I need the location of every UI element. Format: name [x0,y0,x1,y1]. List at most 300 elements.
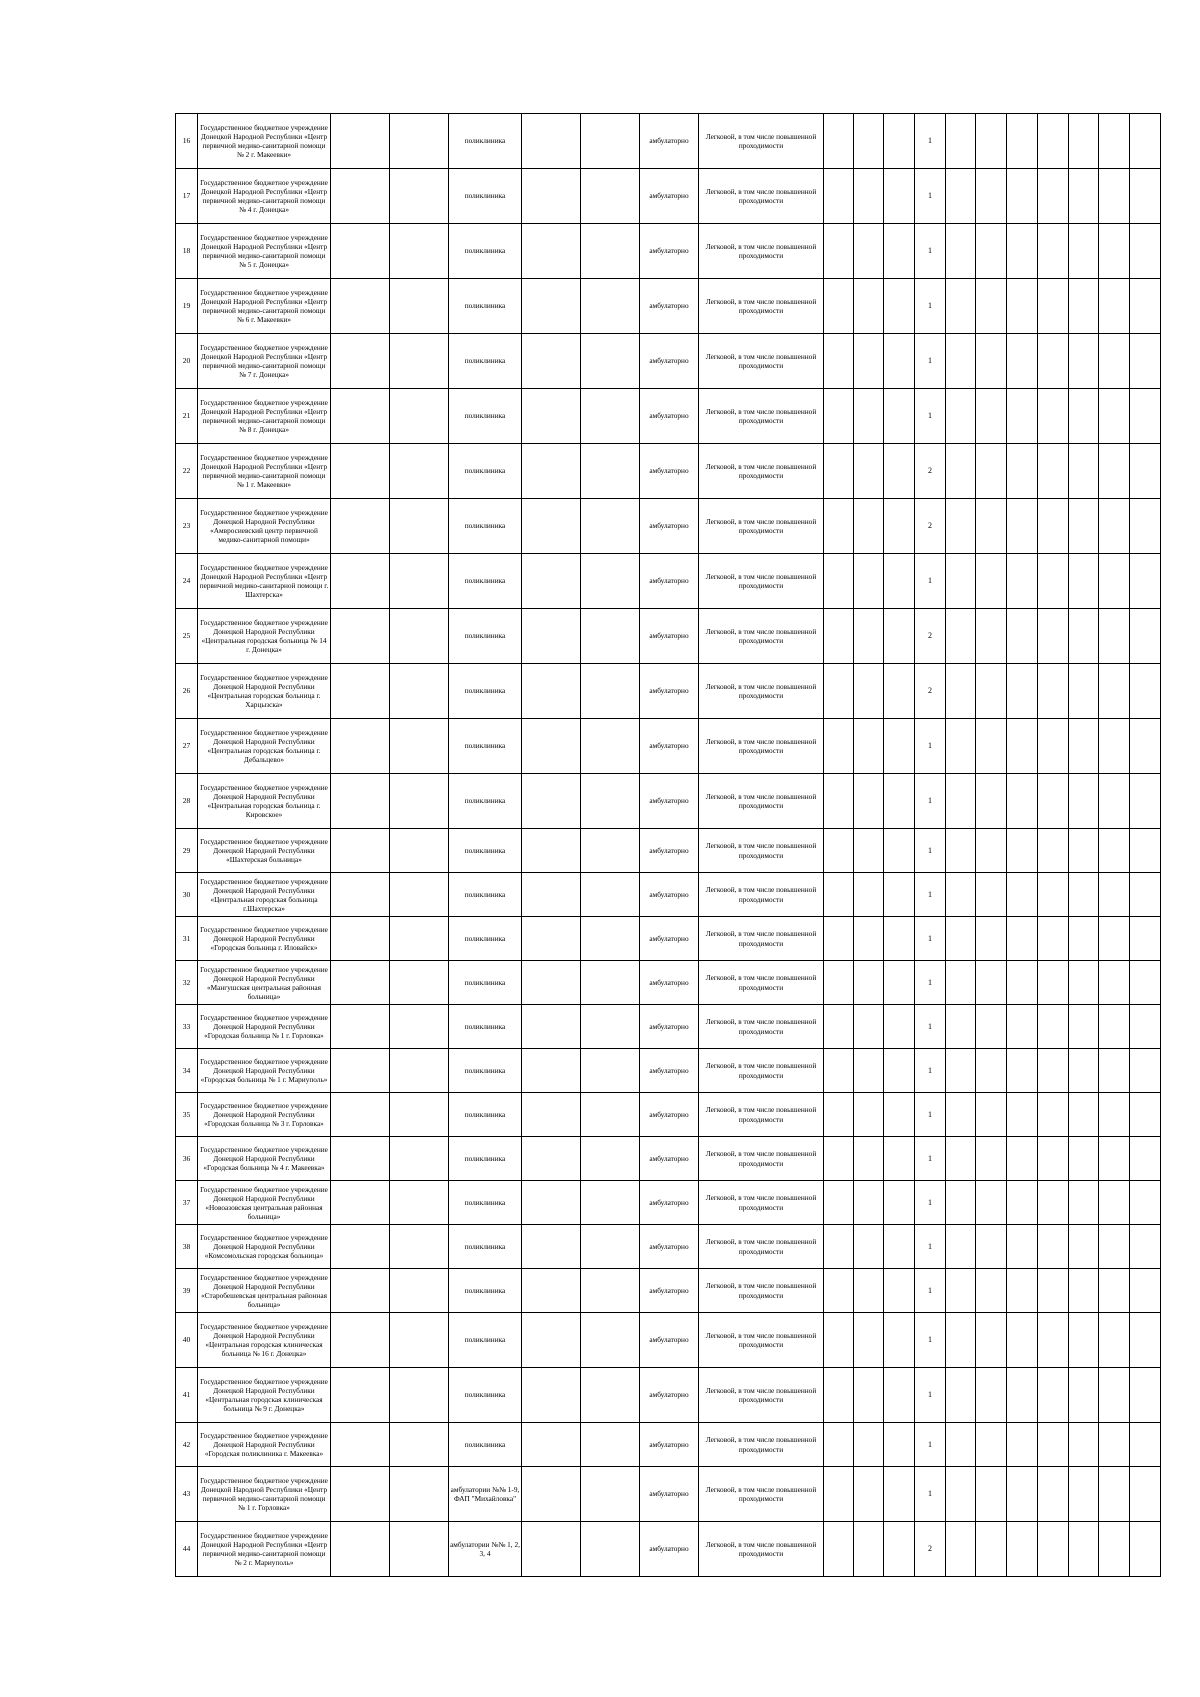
empty-cell [976,719,1007,774]
vehicle-quantity: 1 [915,829,946,873]
vehicle-quantity: 1 [915,774,946,829]
empty-cell [976,1467,1007,1522]
empty-cell [390,1467,449,1522]
table-row [176,444,1161,499]
empty-cell [854,1522,884,1577]
empty-cell [331,1005,390,1049]
care-form: амбулаторно [640,334,699,389]
facility-type: поликлиника [449,554,522,609]
empty-cell [1130,1181,1161,1225]
empty-cell [946,1467,976,1522]
empty-cell [331,664,390,719]
empty-cell [1099,499,1130,554]
vehicle-type: Легковой, в том числе повышенной проходимости [699,1181,824,1225]
empty-cell [522,499,581,554]
empty-cell [1069,609,1099,664]
empty-cell [854,499,884,554]
empty-cell [1069,1522,1099,1577]
empty-cell [522,224,581,279]
vehicle-quantity: 2 [915,499,946,554]
row-number: 32 [176,961,198,1005]
empty-cell [854,961,884,1005]
empty-cell [1007,1467,1038,1522]
empty-cell [976,961,1007,1005]
empty-cell [824,1049,854,1093]
vehicle-quantity: 1 [915,1093,946,1137]
empty-cell [1069,1269,1099,1313]
vehicle-type: Легковой, в том числе повышенной проходимости [699,664,824,719]
facility-type: поликлиника [449,873,522,917]
empty-cell [884,1423,915,1467]
row-number: 18 [176,224,198,279]
vehicle-type: Легковой, в том числе повышенной проходимости [699,1225,824,1269]
empty-cell [390,444,449,499]
empty-cell [1069,1093,1099,1137]
empty-cell [1038,774,1069,829]
empty-cell [1007,1368,1038,1423]
organization-name: Государственное бюджетное учреждение Донецкой Народной Республики «Центр первичной медико-санитарной помощи № 7 г. Донецка» [198,334,331,389]
row-number: 42 [176,1423,198,1467]
empty-cell [1099,1181,1130,1225]
empty-cell [854,664,884,719]
empty-cell [1007,774,1038,829]
vehicle-type: Легковой, в том числе повышенной проходимости [699,554,824,609]
organization-name: Государственное бюджетное учреждение Донецкой Народной Республики «Городская больница № 1 г. Мариуполь» [198,1049,331,1093]
empty-cell [1007,1005,1038,1049]
empty-cell [331,389,390,444]
empty-cell [522,774,581,829]
organization-name: Государственное бюджетное учреждение Донецкой Народной Республики «Старобешевская центральная районная больница» [198,1269,331,1313]
empty-cell [390,774,449,829]
empty-cell [390,1269,449,1313]
vehicle-type: Легковой, в том числе повышенной проходимости [699,829,824,873]
care-form: амбулаторно [640,664,699,719]
empty-cell [331,873,390,917]
empty-cell [1038,961,1069,1005]
empty-cell [946,279,976,334]
empty-cell [1130,961,1161,1005]
table-row [176,1313,1161,1368]
empty-cell [331,444,390,499]
empty-cell [1069,499,1099,554]
organization-name: Государственное бюджетное учреждение Донецкой Народной Республики «Комсомольская городская больница» [198,1225,331,1269]
organization-name: Государственное бюджетное учреждение Донецкой Народной Республики «Центральная городская больница г.Шахтерска» [198,873,331,917]
empty-cell [581,334,640,389]
vehicle-quantity: 1 [915,114,946,169]
row-number: 44 [176,1522,198,1577]
vehicle-type: Легковой, в том числе повышенной проходимости [699,499,824,554]
empty-cell [390,1225,449,1269]
empty-cell [1099,444,1130,499]
empty-cell [884,1313,915,1368]
empty-cell [854,444,884,499]
empty-cell [331,169,390,224]
empty-cell [946,774,976,829]
empty-cell [1099,334,1130,389]
facility-type: поликлиника [449,279,522,334]
empty-cell [824,1137,854,1181]
empty-cell [1007,1093,1038,1137]
empty-cell [884,1049,915,1093]
facility-type: поликлиника [449,114,522,169]
empty-cell [884,499,915,554]
empty-cell [946,1049,976,1093]
empty-cell [581,609,640,664]
empty-cell [854,873,884,917]
empty-cell [1130,1225,1161,1269]
empty-cell [522,1368,581,1423]
empty-cell [1007,719,1038,774]
empty-cell [1007,609,1038,664]
empty-cell [1007,334,1038,389]
care-form: амбулаторно [640,279,699,334]
empty-cell [946,1522,976,1577]
row-number: 29 [176,829,198,873]
empty-cell [946,1093,976,1137]
empty-cell [522,609,581,664]
empty-cell [1099,609,1130,664]
empty-cell [884,169,915,224]
care-form: амбулаторно [640,444,699,499]
empty-cell [390,279,449,334]
empty-cell [581,554,640,609]
empty-cell [1038,554,1069,609]
empty-cell [1130,114,1161,169]
empty-cell [824,719,854,774]
vehicle-type: Легковой, в том числе повышенной проходимости [699,1093,824,1137]
vehicle-quantity: 1 [915,169,946,224]
empty-cell [331,1522,390,1577]
empty-cell [1099,554,1130,609]
facility-type: поликлиника [449,719,522,774]
empty-cell [1099,169,1130,224]
vehicle-type: Легковой, в том числе повышенной проходимости [699,961,824,1005]
empty-cell [946,169,976,224]
empty-cell [1130,873,1161,917]
empty-cell [976,664,1007,719]
empty-cell [1038,609,1069,664]
empty-cell [331,609,390,664]
empty-cell [390,664,449,719]
empty-cell [390,1049,449,1093]
vehicle-quantity: 1 [915,1005,946,1049]
care-form: амбулаторно [640,829,699,873]
empty-cell [390,114,449,169]
vehicle-type: Легковой, в том числе повышенной проходимости [699,334,824,389]
empty-cell [1099,1049,1130,1093]
empty-cell [946,609,976,664]
empty-cell [1099,1137,1130,1181]
row-number: 41 [176,1368,198,1423]
empty-cell [824,1269,854,1313]
empty-cell [976,554,1007,609]
empty-cell [1038,1522,1069,1577]
empty-cell [854,1368,884,1423]
empty-cell [946,917,976,961]
table-row [176,774,1161,829]
vehicle-quantity: 1 [915,224,946,279]
vehicle-type: Легковой, в том числе повышенной проходимости [699,609,824,664]
empty-cell [854,719,884,774]
table-body [176,114,1161,1577]
vehicle-type: Легковой, в том числе повышенной проходимости [699,389,824,444]
vehicle-type: Легковой, в том числе повышенной проходимости [699,1522,824,1577]
empty-cell [1038,1313,1069,1368]
empty-cell [522,389,581,444]
facility-type: поликлиника [449,1269,522,1313]
empty-cell [854,829,884,873]
empty-cell [824,1225,854,1269]
empty-cell [1130,1005,1161,1049]
empty-cell [522,1049,581,1093]
empty-cell [1069,279,1099,334]
empty-cell [884,224,915,279]
vehicle-quantity: 1 [915,1225,946,1269]
vehicle-quantity: 2 [915,664,946,719]
empty-cell [1130,224,1161,279]
empty-cell [824,1467,854,1522]
empty-cell [976,1313,1007,1368]
empty-cell [976,1225,1007,1269]
organization-name: Государственное бюджетное учреждение Донецкой Народной Республики «Шахтерская больница» [198,829,331,873]
vehicle-type: Легковой, в том числе повышенной проходимости [699,444,824,499]
empty-cell [581,224,640,279]
empty-cell [1130,774,1161,829]
empty-cell [854,774,884,829]
empty-cell [390,719,449,774]
empty-cell [331,774,390,829]
care-form: амбулаторно [640,389,699,444]
organization-name: Государственное бюджетное учреждение Донецкой Народной Республики «Центральная городская больница г. Кировское» [198,774,331,829]
empty-cell [884,444,915,499]
empty-cell [522,719,581,774]
empty-cell [1130,1313,1161,1368]
empty-cell [522,1093,581,1137]
empty-cell [331,829,390,873]
empty-cell [522,114,581,169]
empty-cell [1099,1225,1130,1269]
empty-cell [1069,1137,1099,1181]
care-form: амбулаторно [640,961,699,1005]
table-row [176,873,1161,917]
empty-cell [1130,1137,1161,1181]
empty-cell [1130,1269,1161,1313]
empty-cell [976,334,1007,389]
empty-cell [1038,389,1069,444]
empty-cell [884,961,915,1005]
empty-cell [331,1423,390,1467]
row-number: 21 [176,389,198,444]
empty-cell [884,1522,915,1577]
vehicle-quantity: 1 [915,1313,946,1368]
empty-cell [1130,609,1161,664]
empty-cell [522,961,581,1005]
row-number: 37 [176,1181,198,1225]
empty-cell [946,1313,976,1368]
empty-cell [1099,1005,1130,1049]
empty-cell [976,1269,1007,1313]
empty-cell [1038,224,1069,279]
empty-cell [824,334,854,389]
empty-cell [1007,829,1038,873]
empty-cell [1038,1137,1069,1181]
empty-cell [1038,279,1069,334]
table-row [176,961,1161,1005]
vehicle-quantity: 1 [915,1181,946,1225]
vehicle-type: Легковой, в том числе повышенной проходимости [699,774,824,829]
empty-cell [976,1522,1007,1577]
empty-cell [390,334,449,389]
care-form: амбулаторно [640,609,699,664]
empty-cell [946,1005,976,1049]
empty-cell [331,1137,390,1181]
empty-cell [390,961,449,1005]
empty-cell [976,1005,1007,1049]
empty-cell [1069,1467,1099,1522]
empty-cell [1038,1005,1069,1049]
empty-cell [976,1368,1007,1423]
empty-cell [976,499,1007,554]
table-row [176,1522,1161,1577]
care-form: амбулаторно [640,1368,699,1423]
table-row [176,1049,1161,1093]
organization-name: Государственное бюджетное учреждение Донецкой Народной Республики «Центральная городская больница г. Харцызска» [198,664,331,719]
empty-cell [1099,829,1130,873]
table-row [176,1423,1161,1467]
empty-cell [976,774,1007,829]
empty-cell [331,1225,390,1269]
empty-cell [884,917,915,961]
empty-cell [824,917,854,961]
empty-cell [1007,389,1038,444]
empty-cell [854,1225,884,1269]
empty-cell [581,1225,640,1269]
empty-cell [884,1005,915,1049]
vehicle-quantity: 1 [915,1137,946,1181]
empty-cell [581,499,640,554]
empty-cell [1130,1093,1161,1137]
table-row [176,1005,1161,1049]
empty-cell [1069,1049,1099,1093]
empty-cell [946,224,976,279]
empty-cell [884,554,915,609]
empty-cell [1130,917,1161,961]
empty-cell [581,114,640,169]
empty-cell [390,1093,449,1137]
empty-cell [1099,279,1130,334]
empty-cell [581,1049,640,1093]
table-row [176,1181,1161,1225]
empty-cell [1099,873,1130,917]
empty-cell [976,1137,1007,1181]
table-row [176,554,1161,609]
empty-cell [1069,1181,1099,1225]
empty-cell [824,961,854,1005]
empty-cell [331,1181,390,1225]
empty-cell [1099,774,1130,829]
empty-cell [522,664,581,719]
empty-cell [976,444,1007,499]
row-number: 19 [176,279,198,334]
empty-cell [390,389,449,444]
empty-cell [1038,1093,1069,1137]
empty-cell [1038,1181,1069,1225]
care-form: амбулаторно [640,917,699,961]
row-number: 33 [176,1005,198,1049]
empty-cell [1130,1049,1161,1093]
vehicle-quantity: 1 [915,961,946,1005]
empty-cell [581,169,640,224]
empty-cell [976,609,1007,664]
facility-type: поликлиника [449,169,522,224]
empty-cell [824,1368,854,1423]
empty-cell [1007,279,1038,334]
empty-cell [1130,664,1161,719]
empty-cell [522,1313,581,1368]
empty-cell [581,664,640,719]
empty-cell [390,1313,449,1368]
empty-cell [824,444,854,499]
table-row [176,279,1161,334]
empty-cell [1007,1522,1038,1577]
facility-type: поликлиника [449,829,522,873]
care-form: амбулаторно [640,1093,699,1137]
organization-name: Государственное бюджетное учреждение Донецкой Народной Республики «Городская больница № 1 г. Горловка» [198,1005,331,1049]
empty-cell [884,873,915,917]
empty-cell [1007,499,1038,554]
empty-cell [884,1181,915,1225]
empty-cell [581,1313,640,1368]
facility-type: поликлиника [449,1368,522,1423]
empty-cell [1099,1423,1130,1467]
empty-cell [1099,1313,1130,1368]
row-number: 39 [176,1269,198,1313]
empty-cell [522,1137,581,1181]
care-form: амбулаторно [640,719,699,774]
empty-cell [946,719,976,774]
empty-cell [331,554,390,609]
empty-cell [1038,829,1069,873]
empty-cell [1130,1368,1161,1423]
row-number: 31 [176,917,198,961]
empty-cell [884,1225,915,1269]
facility-type: поликлиника [449,1313,522,1368]
empty-cell [1099,1522,1130,1577]
empty-cell [854,1137,884,1181]
row-number: 25 [176,609,198,664]
empty-cell [946,664,976,719]
organization-name: Государственное бюджетное учреждение Донецкой Народной Республики «Центр первичной медико-санитарной помощи № 5 г. Донецка» [198,224,331,279]
empty-cell [824,279,854,334]
empty-cell [331,1313,390,1368]
empty-cell [854,609,884,664]
vehicle-type: Легковой, в том числе повышенной проходимости [699,279,824,334]
empty-cell [854,334,884,389]
empty-cell [1069,1423,1099,1467]
table-row [176,389,1161,444]
empty-cell [1038,499,1069,554]
empty-cell [390,829,449,873]
vehicle-quantity: 1 [915,719,946,774]
empty-cell [1130,1467,1161,1522]
facility-type: амбулатории №№ 1-9, ФАП "Михайловка" [449,1467,522,1522]
empty-cell [1099,917,1130,961]
empty-cell [824,389,854,444]
empty-cell [854,1467,884,1522]
empty-cell [946,444,976,499]
empty-cell [1069,1313,1099,1368]
empty-cell [824,1181,854,1225]
